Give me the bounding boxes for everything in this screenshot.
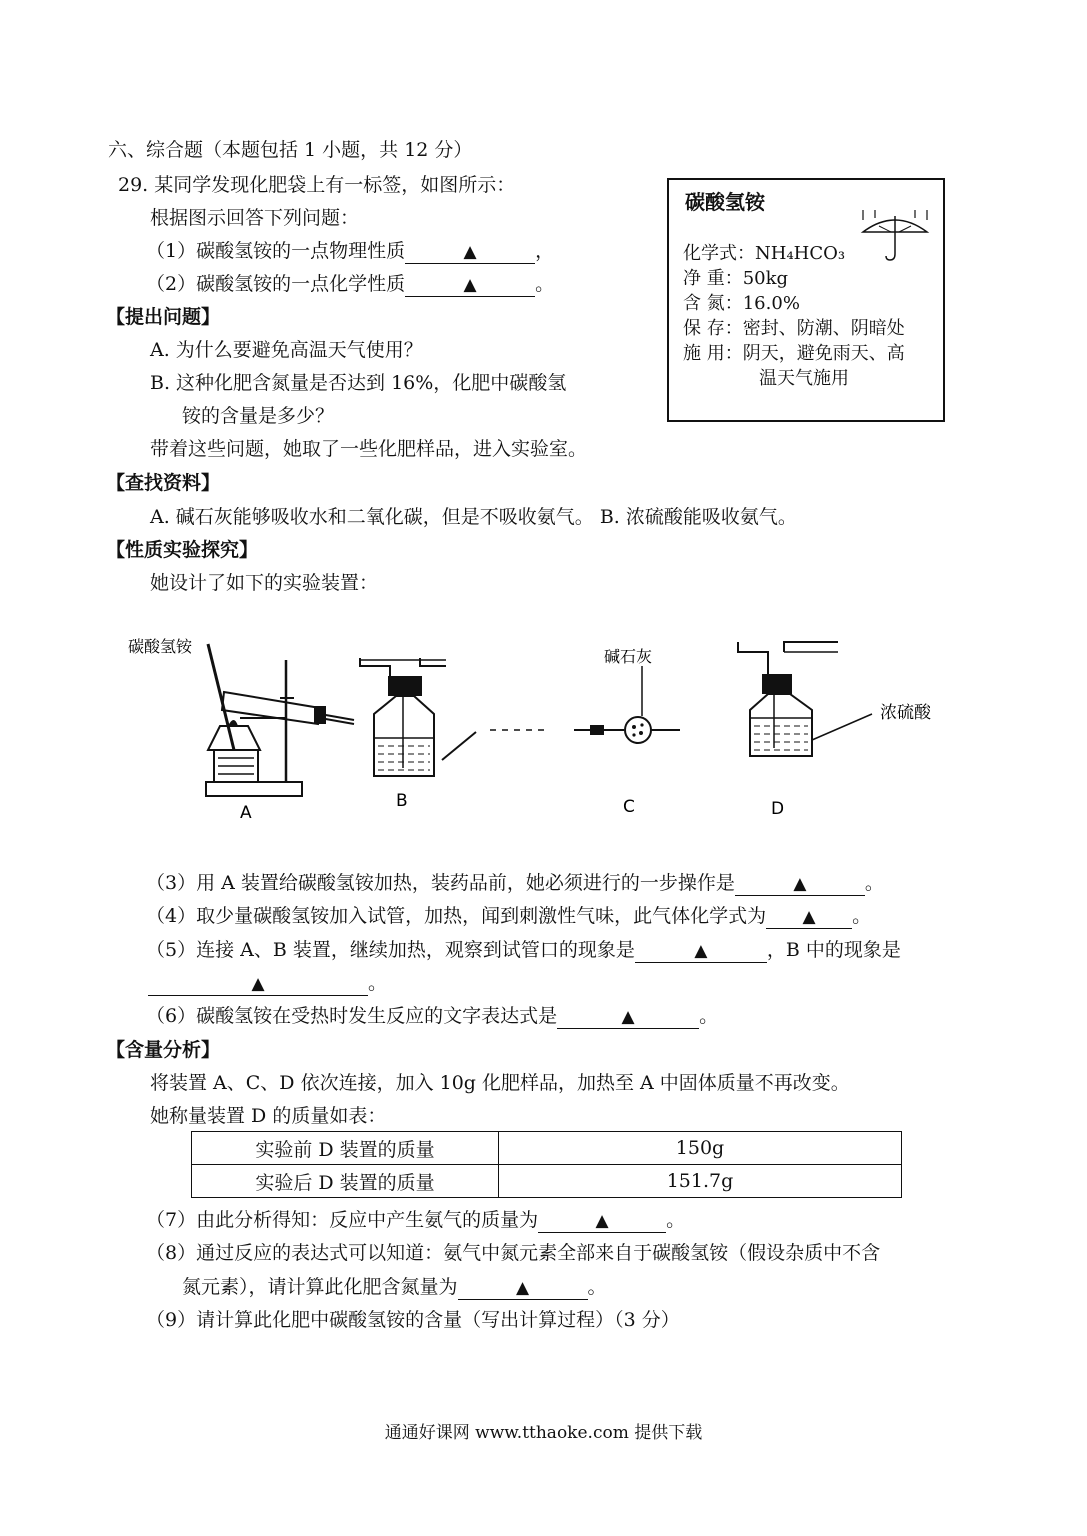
label-c: C — [623, 797, 635, 817]
label-d: D — [771, 799, 785, 819]
question-5 — [146, 937, 901, 963]
triangle-mark: ▲ — [793, 874, 807, 894]
triangle-mark: ▲ — [463, 275, 477, 295]
question-8-end: 。 — [587, 1276, 607, 1298]
umbrella-keep-dry-icon — [855, 206, 935, 266]
question-5-continued — [148, 970, 387, 996]
question-6-text: （6）碳酸氢铵在受热时发生反应的文字表达式是 — [146, 1005, 558, 1027]
question-1-text: （1）碳酸氢铵的一点物理性质 — [146, 240, 406, 262]
label-nitrogen-key: 含 氮： — [683, 293, 743, 314]
question-7-text: （7）由此分析得知：反应中产生氨气的质量为 — [146, 1209, 539, 1231]
question-5-mid: ，B 中的现象是 — [766, 939, 901, 961]
label-use-value-2: 温天气施用 — [759, 368, 849, 389]
label-ammonium-bicarbonate: 碳酸氢铵 — [128, 637, 193, 656]
question-2-text: （2）碳酸氢铵的一点化学性质 — [146, 273, 406, 295]
raise-question-heading: 【提出问题】 — [106, 306, 221, 328]
fertilizer-label — [667, 178, 945, 422]
label-concentrated-sulfuric-acid: 浓硫酸 — [880, 703, 931, 723]
triangle-mark: ▲ — [251, 974, 265, 994]
label-nitrogen — [683, 292, 800, 316]
footer: 通通好课网 www.tthaoke.com 提供下载 — [384, 1423, 703, 1443]
label-storage-value: 密封、防潮、阴暗处 — [742, 318, 905, 339]
experiment-heading: 【性质实验探究】 — [106, 539, 259, 561]
label-storage-key: 保 存： — [683, 318, 743, 339]
question-7-end: 。 — [666, 1209, 686, 1231]
raise-question-a: A. 为什么要避免高温天气使用？ — [150, 339, 423, 361]
question-2-end: 。 — [535, 273, 555, 295]
section-title: 六、综合题（本题包括 1 小题，共 12 分） — [108, 139, 473, 161]
label-a: A — [240, 803, 252, 823]
label-formula-key: 化学式： — [683, 243, 755, 264]
answer-blank-4[interactable] — [766, 905, 852, 929]
triangle-mark: ▲ — [515, 1278, 530, 1298]
content-analysis-heading: 【含量分析】 — [106, 1039, 221, 1061]
triangle-mark: ▲ — [463, 242, 477, 262]
question-2 — [146, 271, 554, 297]
apparatus-c — [574, 647, 680, 817]
apparatus-b — [360, 658, 476, 811]
label-b: B — [396, 791, 408, 811]
question-6 — [146, 1003, 718, 1029]
raise-question-b2: 铵的含量是多少？ — [182, 405, 335, 427]
label-formula — [683, 242, 845, 266]
apparatus-d — [738, 642, 932, 819]
label-soda-lime: 碱石灰 — [604, 647, 653, 666]
answer-blank-1[interactable] — [405, 240, 535, 264]
table-row — [192, 1132, 902, 1165]
triangle-mark: ▲ — [694, 941, 708, 961]
experiment-text: 她设计了如下的实验装置： — [150, 572, 379, 594]
label-use-value-1: 阴天，避免雨天、高 — [742, 343, 905, 364]
question-9: （9）请计算此化肥中碳酸氢铵的含量（写出计算过程）（3 分） — [146, 1309, 680, 1331]
label-storage — [683, 317, 905, 341]
label-weight — [683, 267, 788, 291]
answer-blank-7[interactable] — [538, 1209, 666, 1233]
label-title: 碳酸氢铵 — [685, 190, 765, 214]
find-info-heading: 【查找资料】 — [106, 472, 221, 494]
question-5-text: （5）连接 A、B 装置，继续加热，观察到试管口的现象是 — [146, 939, 635, 961]
q29-prompt: 根据图示回答下列问题： — [150, 207, 360, 229]
mass-table — [191, 1131, 902, 1198]
question-4-text: （4）取少量碳酸氢铵加入试管，加热，闻到刺激性气味，此气体化学式为 — [146, 905, 767, 927]
question-4-end: 。 — [852, 905, 872, 927]
content-analysis-text-1: 将装置 A、C、D 依次连接，加入 10g 化肥样品，加热至 A 中固体质量不再改变。 — [150, 1072, 850, 1094]
table-cell-value: 151.7g — [499, 1165, 902, 1198]
apparatus-diagram — [120, 630, 980, 830]
question-4 — [146, 903, 871, 929]
label-nitrogen-value: 16.0% — [742, 293, 800, 314]
answer-blank-5b[interactable] — [148, 972, 368, 996]
label-use-key: 施 用： — [683, 343, 743, 364]
triangle-mark: ▲ — [621, 1007, 635, 1027]
label-use — [683, 342, 905, 366]
answer-blank-8[interactable] — [458, 1276, 588, 1300]
table-cell-value: 150g — [499, 1132, 902, 1165]
label-weight-key: 净 重： — [683, 268, 743, 289]
question-6-end: 。 — [699, 1005, 719, 1027]
raise-question-b1: B. 这种化肥含氮量是否达到 16%，化肥中碳酸氢 — [150, 372, 567, 394]
question-8-continued — [182, 1274, 607, 1300]
question-8: （8）通过反应的表达式可以知道：氨气中氮元素全部来自于碳酸氢铵（假设杂质中不含 — [146, 1242, 881, 1264]
table-cell-label: 实验前 D 装置的质量 — [192, 1132, 499, 1165]
find-info-text: A. 碱石灰能够吸收水和二氧化碳，但是不吸收氨气。 B. 浓硫酸能吸收氨气。 — [150, 506, 797, 528]
question-3 — [146, 870, 884, 896]
answer-blank-2[interactable] — [405, 273, 535, 297]
table-row — [192, 1165, 902, 1198]
question-8-text: 氮元素），请计算此化肥含氮量为 — [182, 1276, 458, 1298]
triangle-mark: ▲ — [595, 1211, 609, 1231]
q29-intro: 29. 某同学发现化肥袋上有一标签，如图所示： — [118, 174, 516, 196]
content-analysis-text-2: 她称量装置 D 的质量如表： — [150, 1105, 387, 1127]
triangle-mark: ▲ — [802, 907, 816, 927]
apparatus-a — [128, 637, 354, 823]
label-weight-value: 50kg — [742, 268, 789, 289]
question-1 — [146, 238, 554, 264]
label-formula-value: NH₄HCO₃ — [755, 243, 846, 264]
answer-blank-3[interactable] — [735, 872, 865, 896]
question-3-text: （3）用 A 装置给碳酸氢铵加热，装药品前，她必须进行的一步操作是 — [146, 872, 735, 894]
question-5-end: 。 — [368, 972, 388, 994]
table-cell-label: 实验后 D 装置的质量 — [192, 1165, 499, 1198]
raise-question-note: 带着这些问题，她取了一些化肥样品，进入实验室。 — [150, 438, 588, 460]
answer-blank-5a[interactable] — [635, 939, 767, 963]
question-3-end: 。 — [864, 872, 884, 894]
answer-blank-6[interactable] — [557, 1005, 699, 1029]
question-1-end: ， — [535, 240, 555, 262]
question-7 — [146, 1207, 685, 1233]
